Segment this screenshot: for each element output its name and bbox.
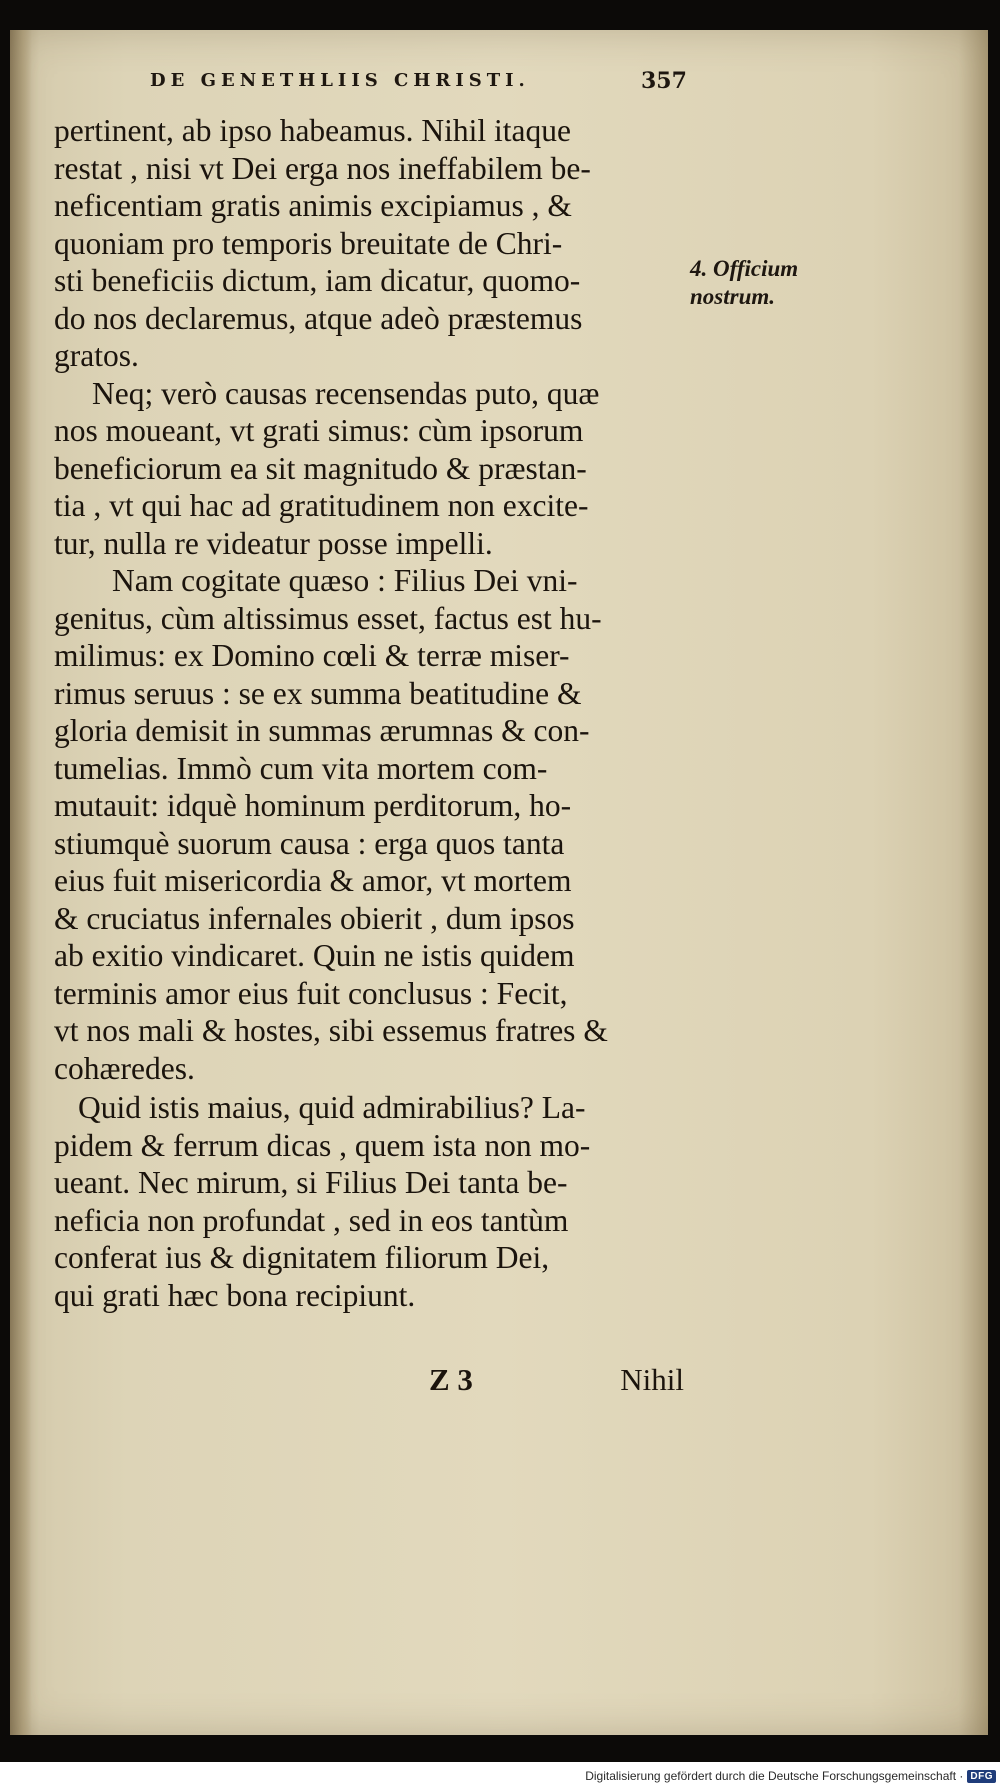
- page-foot: [54, 1362, 684, 1400]
- text-line: tia , vt qui hac ad gratitudinem non excite-: [54, 488, 589, 523]
- text-line: vt nos mali & hostes, sibi essemus fratres &: [54, 1013, 608, 1048]
- text-line: nos moueant, vt grati simus: cùm ipsorum: [54, 413, 584, 448]
- catchword: Nihil: [620, 1362, 684, 1397]
- text-line: stiumquè suorum causa : erga quos tanta: [54, 825, 565, 861]
- text-line: ab exitio vindicaret. Quin ne istis quidem: [54, 938, 575, 973]
- text-line: tur, nulla re videatur posse impelli.: [54, 525, 493, 561]
- page-number: 357: [641, 68, 687, 94]
- text-line: gloria demisit in summas ærumnas & con-: [54, 713, 590, 748]
- body-text: [54, 112, 684, 1314]
- text-line: restat , nisi vt Dei erga nos ineffabilem be-: [54, 150, 591, 186]
- text-line: eius fuit misericordia & amor, vt mortem: [54, 863, 572, 898]
- text-line: do nos declaremus, atque adeò præstemus: [54, 300, 583, 336]
- text-line: cohæredes.: [54, 1050, 195, 1086]
- text-line: mutauit: idquè hominum perditorum, ho-: [54, 788, 572, 823]
- text-line: tumelias. Immò cum vita mortem com-: [54, 750, 548, 786]
- marginal-note-line: 4. Officium: [690, 256, 799, 281]
- text-line: qui grati hæc bona recipiunt.: [54, 1277, 416, 1313]
- dfg-logo: DFG: [967, 1770, 996, 1783]
- text-line: Neq; verò causas recensendas puto, quæ: [92, 375, 600, 411]
- credit-text: Digitalisierung gefördert durch die Deutsche Forschungsgemeinschaft ·: [585, 1769, 964, 1783]
- text-line: milimus: ex Domino cœli & terræ miser-: [54, 638, 570, 673]
- page-gutter-shadow: [10, 30, 32, 1735]
- marginal-note: [690, 255, 800, 311]
- marginal-note-line: nostrum.: [690, 284, 776, 309]
- text-line: & cruciatus infernales obierit , dum ipsos: [54, 900, 575, 936]
- text-line: conferat ius & dignitatem filiorum Dei,: [54, 1240, 550, 1275]
- text-line: neficentiam gratis animis excipiamus , &: [54, 188, 572, 223]
- text-line: pertinent, ab ipso habeamus. Nihil itaque: [54, 113, 571, 148]
- text-line: Nam cogitate quæso : Filius Dei vni-: [112, 563, 578, 598]
- text-line: terminis amor eius fuit conclusus : Fecit,: [54, 975, 568, 1011]
- text-line: quoniam pro temporis breuitate de Chri-: [54, 225, 563, 261]
- text-line: gratos.: [54, 338, 139, 373]
- text-line: neficia non profundat , sed in eos tantùm: [54, 1202, 569, 1238]
- digitization-credit: [585, 1766, 996, 1786]
- text-line: pidem & ferrum dicas , quem ista non mo-: [54, 1127, 591, 1163]
- text-line: ueant. Nec mirum, si Filius Dei tanta be-: [54, 1165, 568, 1200]
- text-line: beneficiorum ea sit magnitudo & præstan-: [54, 450, 587, 486]
- text-line: Quid istis maius, quid admirabilius? La-: [78, 1090, 586, 1125]
- text-line: rimus seruus : se ex summa beatitudine &: [54, 675, 582, 711]
- running-head: DE GENETHLIIS CHRISTI.: [150, 70, 530, 91]
- text-line: sti beneficiis dictum, iam dicatur, quomo-: [54, 263, 581, 298]
- text-line: genitus, cùm altissimus esset, factus est hu-: [54, 600, 602, 636]
- signature-mark: Z 3: [429, 1362, 473, 1397]
